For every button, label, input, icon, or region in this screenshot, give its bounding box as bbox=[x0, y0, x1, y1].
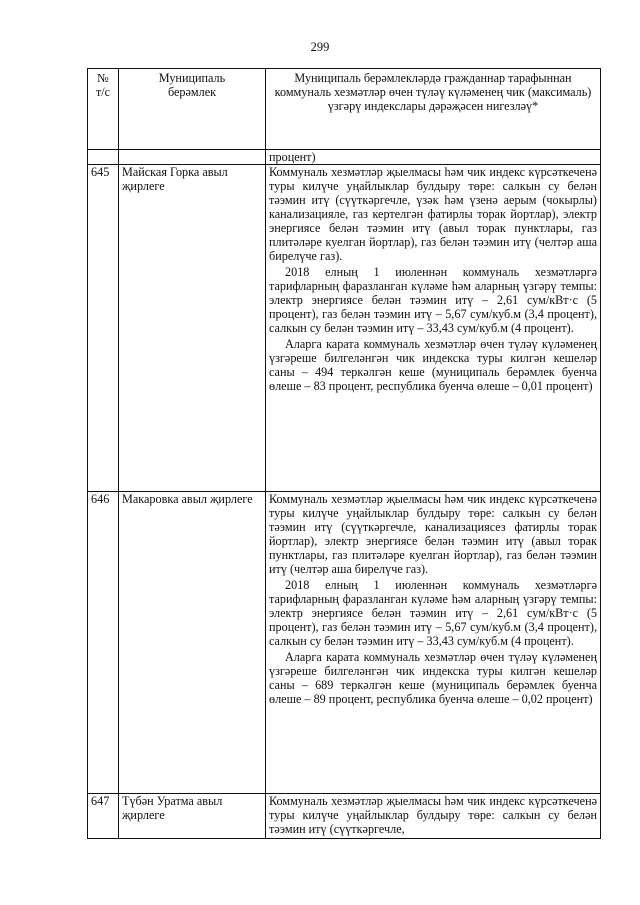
tariff-table bbox=[87, 68, 601, 839]
row-municipality: Майская Горка авыл җирлеге bbox=[119, 165, 266, 492]
row-justification bbox=[266, 794, 601, 839]
header-justification bbox=[266, 69, 601, 150]
row-paragraph: Аларга карата коммуналь хезмәтләр өчен түләү күләменең үзгәреше билгеләнгән чик индекска туры килгән кешеләр саны – 494 теркәлгән кеше (муниципаль берәмлек буенча өлеше – 83 процент, республика буенча өлеше – 0,01 процент) bbox=[269, 337, 597, 393]
continuation-text: процент) bbox=[266, 150, 601, 165]
continuation-row bbox=[88, 150, 601, 165]
page-number: 299 bbox=[310, 40, 330, 54]
row-municipality: Түбән Уратма авыл җирлеге bbox=[119, 794, 266, 839]
row-municipality: Макаровка авыл җирлеге bbox=[119, 492, 266, 794]
row-number: 647 bbox=[88, 794, 119, 839]
table-header-row bbox=[88, 69, 601, 150]
row-justification bbox=[266, 492, 601, 794]
row-paragraph: Аларга карата коммуналь хезмәтләр өчен түләү күләменең үзгәреше билгеләнгән чик индекска туры килгән кешеләр саны – 689 теркәлгән кеше (муниципаль берәмлек буенча өлеше – 89 процент, республика буенча өлеше – 0,02 процент) bbox=[269, 650, 597, 706]
row-number: 646 bbox=[88, 492, 119, 794]
row-paragraph: Коммуналь хезмәтләр җыелмасы һәм чик индекс күрсәткеченә туры килүче уңайлыклар булдыру төре: салкын су белән тәэмин итү (сүүткәргечле, bbox=[269, 794, 597, 836]
row-number: 645 bbox=[88, 165, 119, 492]
row-paragraph: 2018 елның 1 июленнән коммуналь хезмәтләргә тарифларның фаразланган күләме һәм аларның үзгәрү темпы: электр энергиясе белән тәэмин итү – 2,61 сум/кВт·с (5 процент), газ белән тәэмин итү – 5,67 сум/куб.м (3,4 процент), салкын су белән тәэмин итү – 33,43 сум/куб.м (4 процент). bbox=[269, 578, 597, 648]
header-number bbox=[88, 69, 119, 150]
table-row bbox=[88, 165, 601, 492]
row-paragraph: Коммуналь хезмәтләр җыелмасы һәм чик индекс күрсәткеченә туры килүче уңайлыклар булдыру төре: салкын су белән тәэмин итү (сүүткәргечле, канализациясез фатирлы торак йортлар), электр энергиясе белән тәэмин итү (авыл торак пунктлары, газ плитәләре куелган йортлар), газ белән тәэмин итү (челтәр аша бирелүче газ). bbox=[269, 492, 597, 576]
header-municipality bbox=[119, 69, 266, 150]
header-number-label: № т/с bbox=[95, 71, 111, 99]
table-row bbox=[88, 492, 601, 794]
continuation-empty-name bbox=[119, 150, 266, 165]
header-municipality-label: Муниципаль берәмлек bbox=[158, 71, 226, 99]
table-row bbox=[88, 794, 601, 839]
row-justification bbox=[266, 165, 601, 492]
header-justification-label: Муниципаль берәмлекләрдә гражданнар тарафыннан коммуналь хезмәтләр өчен түләү күләменең чик (максималь) үзгәрү индекслары дәрәҗәсен нигезләү* bbox=[274, 71, 592, 113]
continuation-empty-num bbox=[88, 150, 119, 165]
row-paragraph: Коммуналь хезмәтләр җыелмасы һәм чик индекс күрсәткеченә туры килүче уңайлыклар булдыру төре: салкын су белән тәэмин итү (сүүткәргечле, үзәк һәм үзенә аерым (чокырлы) канализацияле, газ кертелгән фатирлы торак йортлар), электр энергиясе белән тәэмин итү (авыл торак пунктлары, газ плитәләре куелган йортлар), газ белән тәэмин итү (челтәр аша бирелүче газ). bbox=[269, 165, 597, 263]
row-paragraph: 2018 елның 1 июленнән коммуналь хезмәтләргә тарифларның фаразланган күләме һәм аларның үзгәрү темпы: электр энергиясе белән тәэмин итү – 2,61 сум/кВт·с (5 процент), газ белән тәэмин итү – 5,67 сум/куб.м (3,4 процент), салкын су белән тәэмин итү – 33,43 сум/куб.м (4 процент). bbox=[269, 265, 597, 335]
